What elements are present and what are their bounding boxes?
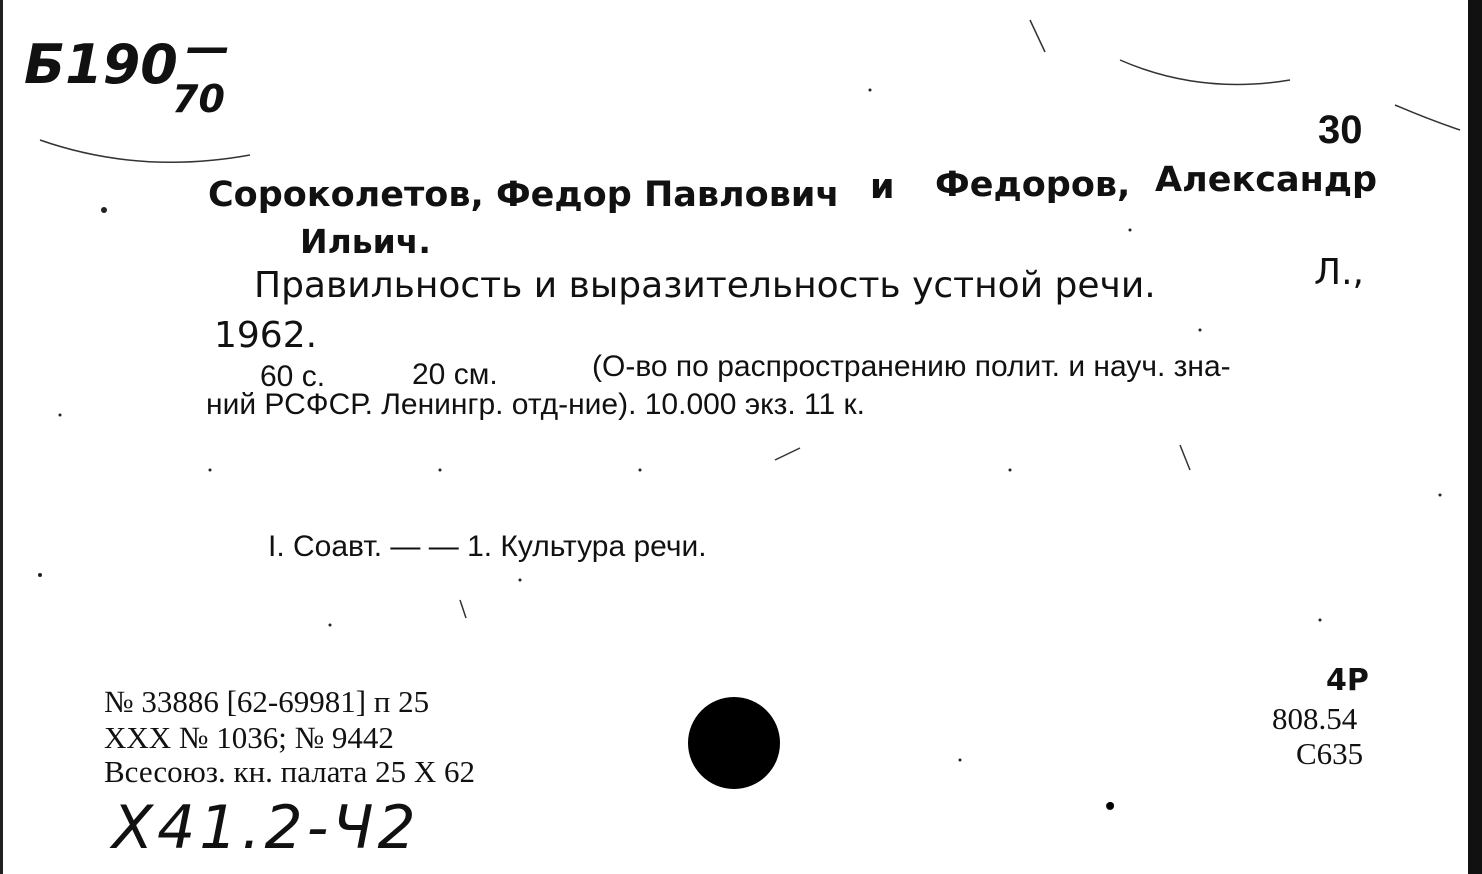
card-number: 30 <box>1318 108 1363 152</box>
authors-heading-patronymic: Ильич. <box>300 222 431 261</box>
registry-issuer: Всесоюз. кн. палата 25 X 62 <box>104 754 476 789</box>
handwritten-classification: Х41.2-Ч2 <box>112 793 420 863</box>
publisher-note: (О-во по распространению полит. и науч. зна- <box>592 350 1231 383</box>
classification-code: 4Р <box>1326 663 1369 698</box>
punch-hole <box>688 697 780 789</box>
handwritten-shelf-dash: — <box>186 22 230 73</box>
classification-udc: 808.54 <box>1272 701 1358 736</box>
authors-heading-conjunction: и <box>870 167 895 207</box>
handwritten-shelf-sub: 70 <box>172 77 225 121</box>
tracings: I. Соавт. — — 1. Культура речи. <box>268 530 707 563</box>
author-mark: С635 <box>1296 736 1364 771</box>
page-count: 60 с. <box>260 360 326 393</box>
ink-speck <box>1107 802 1114 809</box>
registry-series: XXX № 1036; № 9442 <box>104 720 394 755</box>
book-size: 20 см. <box>412 358 498 391</box>
authors-heading-name1: Сороколетов, Федор Павлович <box>208 175 840 215</box>
registry-number: № 33886 [62-69981] п 25 <box>104 684 430 719</box>
publication-year: 1962. <box>214 315 318 356</box>
publication-place: Л., <box>1314 252 1364 293</box>
publisher-note-cont: ний РСФСР. Ленингр. отд-ние). 10.000 экз. 11 к. <box>206 388 865 421</box>
authors-heading-name2: Федоров, <box>935 165 1131 205</box>
authors-heading-name2-given: Александр <box>1155 160 1378 200</box>
handwritten-shelf-mark: Б190 <box>24 33 178 96</box>
book-title: Правильность и выразительность устной речи. <box>254 265 1156 306</box>
